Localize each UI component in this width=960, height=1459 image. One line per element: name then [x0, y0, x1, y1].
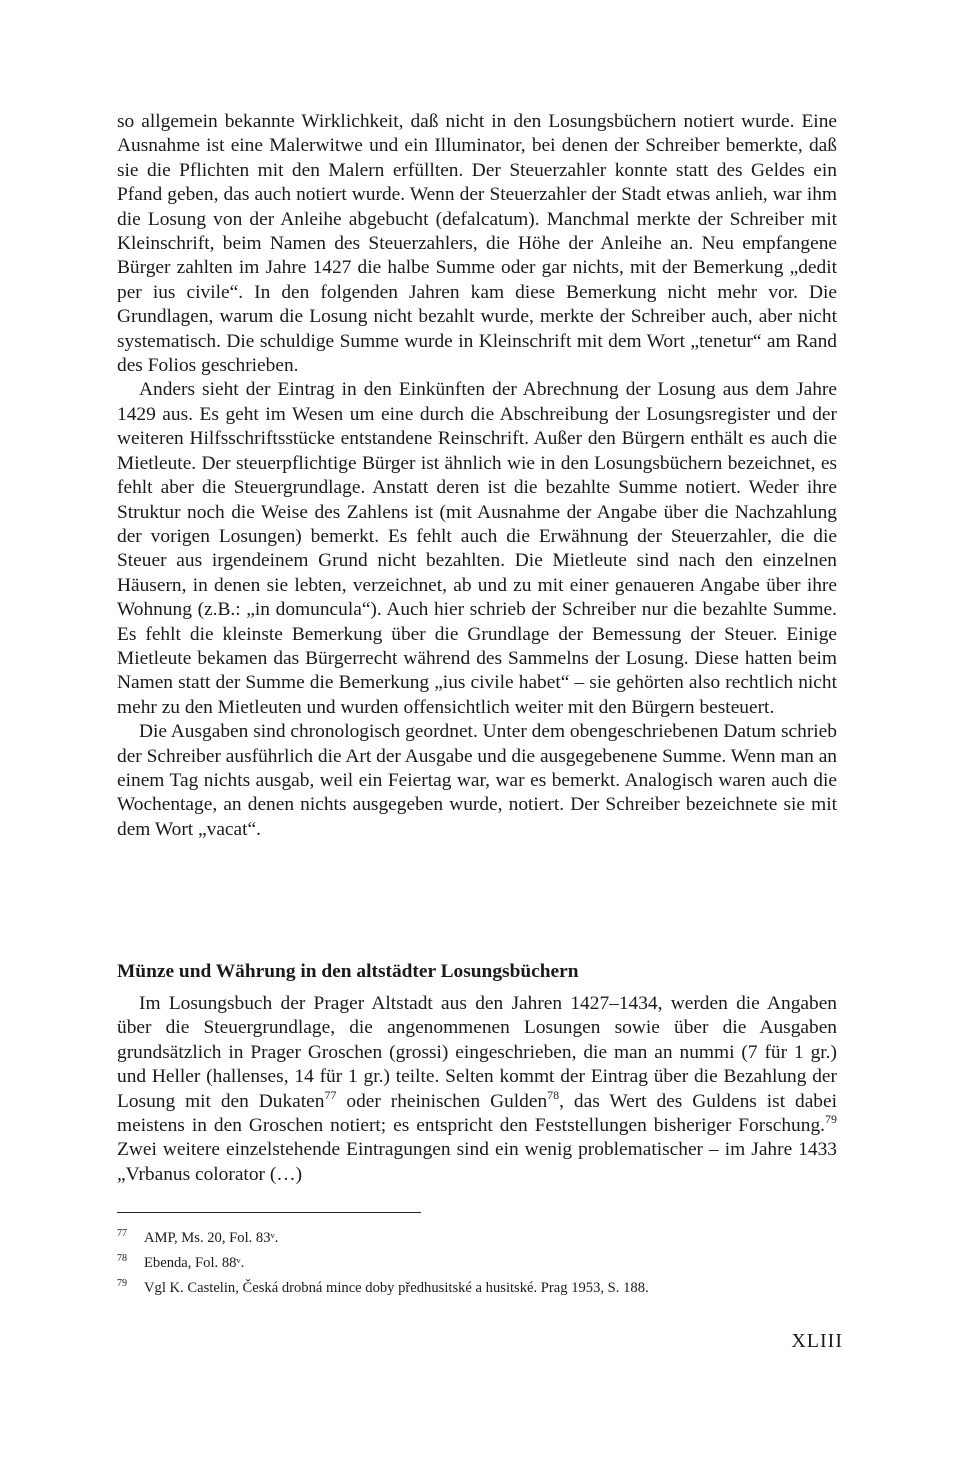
footnote-number: 78	[117, 1253, 127, 1264]
paragraph-1: so allgemein bekannte Wirklichkeit, daß nicht in den Losungsbüchern notiert wurde. Eine Ausnahme ist eine Malerwitwe und ein Illuminator, bei denen der Schreiber bemerkte, daß sie die Pflichten mit den Malern erfüllten. Der Steuerzahler konnte statt des Geldes ein Pfand geben, das auch notiert wurde. Wenn der Steuerzahler der Stadt etwas anlieh, war ihm die Losung von der Anleihe abgebucht (defalcatum). Manchmal merkte der Schreiber mit Kleinschrift, beim Namen des Steuerzahlers, die Höhe der Anleihe an. Neu empfangene Bürger zahlten im Jahre 1427 die halbe Summe oder gar nichts, mit der Bemerkung „dedit per ius civile“. In den folgenden Jahren kam diese Bemerkung nicht mehr vor. Die Grundlagen, warum die Losung nicht bezahlt wurde, merkte der Schreiber auch, aber nicht systematisch. Die schuldige Summe wurde in Kleinschrift mit dem Wort „tenetur“ am Rand des Folios geschrieben.	[117, 111, 837, 377]
page-number: XLIII	[791, 1330, 843, 1352]
footnote-number: 77	[117, 1228, 127, 1239]
footnote-text: Vgl K. Castelin, Česká drobná mince doby předhusitské a husitské. Prag 1953, S. 188.	[144, 1280, 649, 1296]
section-heading: Münze und Währung in den altstädter Losungsbüchern	[117, 961, 579, 982]
footnote-text: Ebenda, Fol. 88ᵛ.	[144, 1255, 245, 1271]
footnote-ref-78[interactable]: 78	[547, 1087, 560, 1102]
section-body	[117, 992, 837, 1187]
section-text-a: Im Losungsbuch der Prager Altstadt aus den Jahren 1427–1434, werden die Angaben über die Steuergrundlage, die angenommenen Losungen sowie über die Ausgaben grundsätzlich in Prager Groschen (grossi) eingeschrieben, die man an nummi (7 für 1 gr.) und Heller (hallenses, 14 für 1 gr.) teilte. Selten kommt der Eintrag über die Bezahlung der Losung mit den Dukaten	[117, 993, 837, 1112]
footnote-ref-77[interactable]: 77	[324, 1087, 337, 1102]
body-text	[117, 110, 837, 842]
section-text-d: Zwei weitere einzelstehende Eintragungen sind ein wenig problematischer – im Jahre 1433 „Vrbanus colorator (…)	[117, 1139, 837, 1185]
footnote-divider	[117, 1212, 421, 1213]
section-paragraph-1	[117, 992, 837, 1187]
footnote-text: AMP, Ms. 20, Fol. 83ᵛ.	[144, 1230, 279, 1246]
footnote-78	[117, 1251, 837, 1276]
paragraph-2: Anders sieht der Eintrag in den Einkünften der Abrechnung der Losung aus dem Jahre 1429 aus. Es geht im Wesen um eine durch die Abschreibung der Losungsregister und der weiteren Hilfsschriftsstücke entstandene Reinschrift. Außer den Bürgern enthält es auch die Mietleute. Der steuerpflichtige Bürger ist ähnlich wie in den Losungsbüchern bezeichnet, es fehlt aber die Steuergrundlage. Anstatt deren ist die bezahlte Summe notiert. Weder ihre Struktur noch die Weise des Zahlens ist (mit Ausnahme der Angabe über die Nachzahlung der vorigen Losungen) bemerkt. Es fehlt auch die Erwähnung der Steuerzahler, die die Steuer aus irgendeinem Grund nicht bezahlten. Die Mietleute sind nach den einzelnen Häusern, in denen sie lebten, verzeichnet, ab und zu mit einer genaueren Angabe über ihre Wohnung (z.B.: „in domuncula“). Auch hier schrieb der Schreiber nur die bezahlte Summe. Es fehlt die kleinste Bemerkung über die Grundlage der Bemessung der Steuer. Einige Mietleute bekamen das Bürgerrecht während des Sammelns der Losung. Diese hatten beim Namen statt der Summe die Bemerkung „ius civile habet“ – sie gehörten also rechtlich nicht mehr zu den Mietleuten und wurden offensichtlich weiter mit den Bürgern besteuert.	[117, 379, 837, 718]
section-text-c: , das Wert des Guldens ist dabei meistens in den Groschen notiert; es entspricht den Feststellungen bisheriger Forschung.	[117, 1090, 837, 1137]
paragraph-3: Die Ausgaben sind chronologisch geordnet. Unter dem obengeschriebenen Datum schrieb der Schreiber ausführlich die Art der Ausgabe und die ausgegebenene Summe. Wenn man an einem Tag nichts ausgab, weil ein Feiertag war, war es bemerkt. Analogisch waren auch die Wochentage, an denen nichts ausgegeben wurde, notiert. Der Schreiber bezeichnete sie mit dem Wort „vacat“.	[117, 721, 837, 840]
footnote-number: 79	[117, 1278, 127, 1289]
footnote-ref-79[interactable]: 79	[825, 1112, 837, 1127]
footnotes	[117, 1226, 837, 1301]
footnote-77	[117, 1226, 837, 1251]
footnote-79	[117, 1276, 837, 1301]
section-text-b: oder rheinischen Gulden	[336, 1090, 548, 1112]
